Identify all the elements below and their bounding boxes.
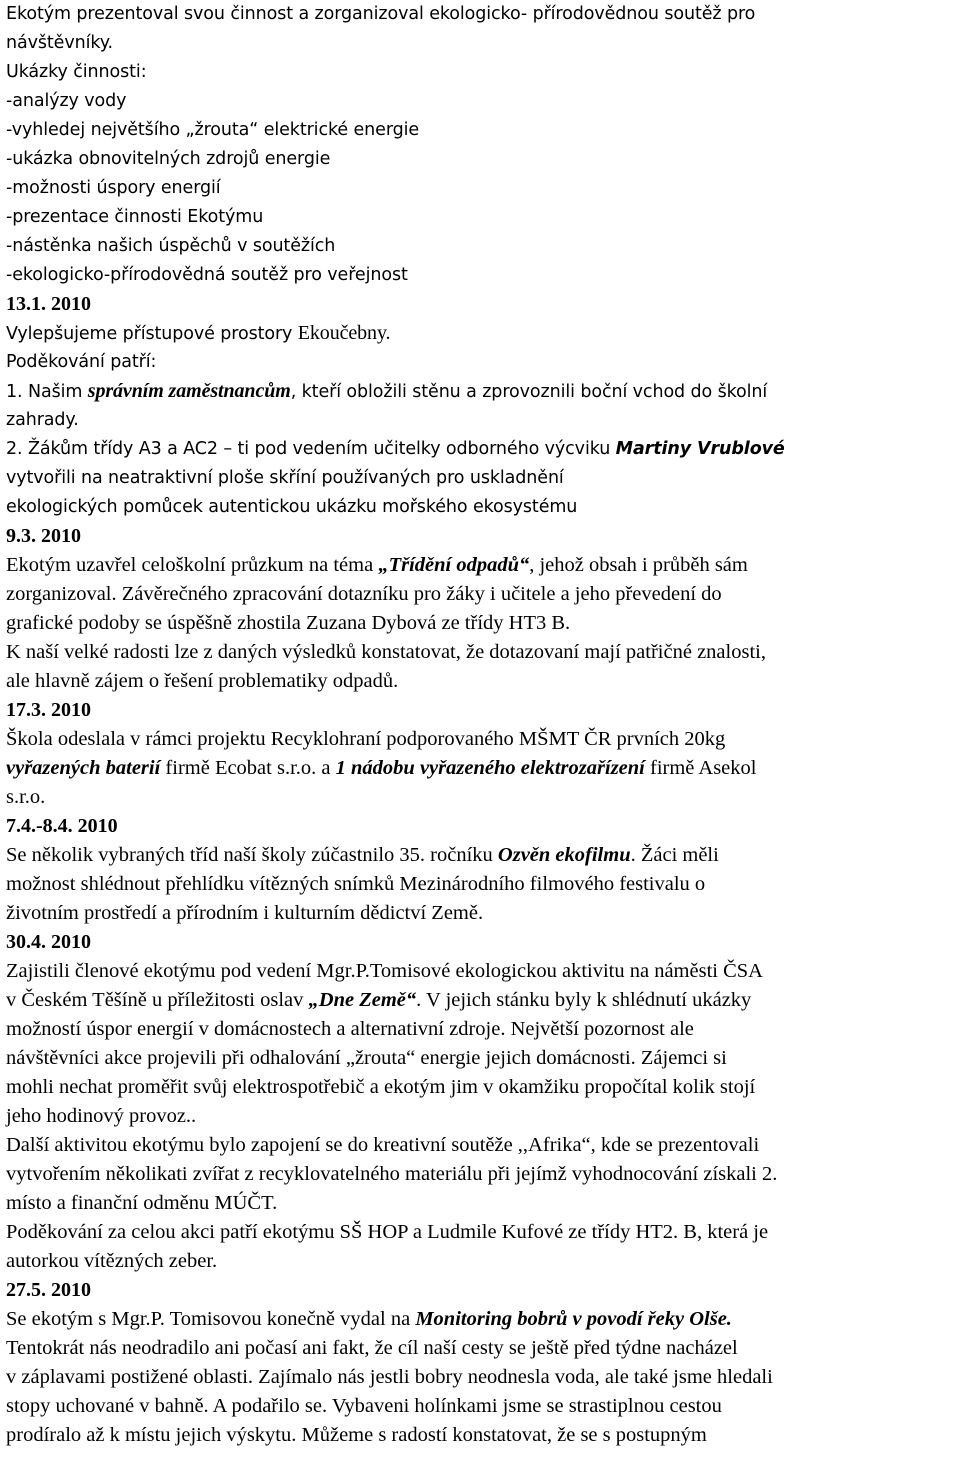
text-line	[6, 870, 954, 899]
text-run: – ti pod vedením učitelky odborného výcviku	[217, 439, 616, 459]
text-line	[6, 87, 954, 116]
text-run: A3 a AC2	[138, 439, 218, 459]
text-run: Škola odeslala v rámci projektu Recyklohraní podporovaného MŠMT ČR prvních	[6, 728, 685, 750]
text-run: Ekoučebny.	[297, 322, 391, 344]
date-heading	[6, 1276, 954, 1305]
text-line	[6, 174, 954, 203]
text-run: „Dne Země“	[308, 989, 417, 1011]
text-run: zahrady.	[6, 410, 79, 430]
text-run: Další aktivitou ekotýmu bylo zapojení se do kreativní soutěže ,,Afrika“, kde se prezentovali	[6, 1134, 760, 1156]
text-line	[6, 319, 954, 348]
text-run: návštěvníci akce projevili při odhalování „žrouta“ energie jejich domácnosti. Zájemci si	[6, 1047, 727, 1069]
text-line	[6, 145, 954, 174]
text-run: firmě Ecobat s.r.o.	[160, 757, 322, 779]
text-line	[6, 1015, 954, 1044]
text-run: vyřazených baterií	[6, 757, 161, 779]
text-run: správním zaměstnancům	[87, 380, 291, 402]
text-line	[6, 667, 954, 696]
text-run: v záplavami postižené oblasti. Zajímalo nás jestli bobry neodnesla voda, ale také jsme hledali	[6, 1366, 773, 1388]
text-run: jeho hodinový provoz..	[6, 1105, 197, 1127]
text-run: 30.4. 2010	[6, 931, 91, 953]
text-run: Ukázky činnosti:	[6, 62, 147, 82]
text-run: vytvořením několikati zvířat z recyklovatelného materiálu při jejímž vyhodnocování získali 2.	[6, 1163, 778, 1185]
text-line	[6, 754, 954, 783]
text-line	[6, 493, 954, 522]
text-line	[6, 203, 954, 232]
text-run: -ekologicko-přírodovědná soutěž pro veřejnost	[6, 265, 408, 285]
text-line	[6, 232, 954, 261]
text-line	[6, 406, 954, 435]
text-run: grafické podoby se úspěšně zhostila Zuzana Dybová ze třídy HT3 B.	[6, 612, 571, 634]
text-run: K naší velké radosti lze z daných výsledků konstatovat, že dotazovaní mají patřičné znalosti,	[6, 641, 766, 663]
text-run: . V jejich stánku byly k shlédnutí ukázky	[416, 989, 752, 1011]
text-line	[6, 841, 954, 870]
text-run: , kteří obložili stěnu a zprovoznili boční vchod do školní	[290, 382, 768, 402]
text-line	[6, 1160, 954, 1189]
text-line	[6, 1044, 954, 1073]
text-line	[6, 0, 954, 29]
text-line	[6, 638, 954, 667]
text-run: Se několik vybraných tříd naší školy zúčastnilo 35. ročníku	[6, 844, 498, 866]
text-run: zorganizoval. Závěrečného zpracování dotazníku pro žáky i učitele a jeho převedení do	[6, 583, 722, 605]
text-run: Tentokrát nás neodradilo ani počasí ani fakt, že cíl naší cesty se ještě před týdne nacházel	[6, 1337, 738, 1359]
text-run: možnost shlédnout přehlídku vítězných snímků Mezinárodního filmového festivalu o	[6, 873, 706, 895]
text-run: prodíralo až k místu jejich výskytu. Můžeme s radostí konstatovat, že se s postupným	[6, 1424, 707, 1446]
text-line	[6, 1073, 954, 1102]
text-line	[6, 783, 954, 812]
text-run: návštěvníky.	[6, 33, 113, 53]
text-line	[6, 986, 954, 1015]
text-run: Ozvěn ekofilmu	[497, 844, 631, 866]
text-line	[6, 1247, 954, 1276]
text-run: 2. Žákům třídy	[6, 439, 139, 459]
text-run: -ukázka obnovitelných zdrojů energie	[6, 149, 331, 169]
text-run: Vylepšujeme přístupové prostory	[6, 324, 298, 344]
text-line	[6, 725, 954, 754]
text-run: „Třídění odpadů“	[378, 554, 530, 576]
text-run: v Českém Těšíně u příležitosti oslav	[6, 989, 309, 1011]
date-heading	[6, 812, 954, 841]
text-line	[6, 377, 954, 406]
text-line	[6, 1102, 954, 1131]
text-run: 7.4.-8.4. 2010	[6, 815, 118, 837]
text-run: -možnosti úspory energií	[6, 178, 221, 198]
text-run: 9.3. 2010	[6, 525, 81, 547]
text-run: mohli nechat proměřit svůj elektrospotřebič a ekotým jim v okamžiku propočítal kolik stojí	[6, 1076, 756, 1098]
text-line	[6, 261, 954, 290]
text-run: Poděkování za celou akci patří ekotýmu SŠ HOP a Ludmile Kufové ze třídy HT2. B, která je	[6, 1221, 769, 1243]
document-page	[6, 0, 954, 1450]
text-run: 27.5. 2010	[6, 1279, 91, 1301]
text-run: , jehož obsah i průběh sám	[529, 554, 748, 576]
text-run: Ekotým uzavřel celoškolní průzkum na téma	[6, 554, 379, 576]
text-line	[6, 1218, 954, 1247]
text-run: 1. Našim	[6, 382, 88, 402]
text-line	[6, 1392, 954, 1421]
text-line	[6, 1363, 954, 1392]
text-run: ale hlavně zájem o řešení problematiky odpadů.	[6, 670, 399, 692]
text-run: firmě Asekol	[644, 757, 757, 779]
text-run: životním prostředí a přírodním i kulturním dědictví Země.	[6, 902, 484, 924]
text-line	[6, 116, 954, 145]
date-heading	[6, 290, 954, 319]
text-run: s.r.o.	[6, 786, 46, 808]
text-run: Se ekotým s Mgr.P. Tomisovou konečně vydal na	[6, 1308, 416, 1330]
text-line	[6, 1189, 954, 1218]
text-run: . Žáci měli	[630, 844, 719, 866]
text-run: 1 nádobu vyřazeného elektrozařízení	[335, 757, 645, 779]
text-line	[6, 580, 954, 609]
text-run: možností úspor energií v domácnostech a alternativní zdroje. Největší pozornost ale	[6, 1018, 694, 1040]
text-line	[6, 1421, 954, 1450]
text-line	[6, 551, 954, 580]
text-run: -nástěnka našich úspěchů v soutěžích	[6, 236, 336, 256]
text-run: 13.1. 2010	[6, 293, 91, 315]
text-run: autorkou vítězných zeber.	[6, 1250, 218, 1272]
text-run: 17.3. 2010	[6, 699, 91, 721]
text-run: Zajistili členové ekotýmu pod vedení Mgr.P.Tomisové ekologickou aktivitu na náměsti ČSA	[6, 960, 763, 982]
text-run: a	[321, 757, 336, 779]
text-line	[6, 348, 954, 377]
text-run: vytvořili na neatraktivní ploše skříní používaných pro uskladnění	[6, 468, 564, 488]
date-heading	[6, 522, 954, 551]
text-run: -vyhledej největšího „žrouta“ elektrické energie	[6, 120, 420, 140]
text-line	[6, 1131, 954, 1160]
text-run: Ekotým prezentoval svou činnost a zorganizoval ekologicko- přírodovědnou soutěž pro	[6, 4, 756, 24]
text-run: -prezentace činnosti Ekotýmu	[6, 207, 264, 227]
text-line	[6, 899, 954, 928]
text-line	[6, 435, 954, 464]
text-line	[6, 29, 954, 58]
text-run: Poděkování patří:	[6, 352, 157, 372]
text-line	[6, 1305, 954, 1334]
text-run: Monitoring bobrů v povodí řeky Olše.	[415, 1308, 732, 1330]
text-run: -analýzy vody	[6, 91, 127, 111]
text-line	[6, 58, 954, 87]
text-run: místo a finanční odměnu MÚČT.	[6, 1192, 278, 1214]
text-line	[6, 1334, 954, 1363]
date-heading	[6, 696, 954, 725]
text-line	[6, 609, 954, 638]
text-run: stopy uchované v bahně. A podařilo se. Vybaveni holínkami jsme se strastiplnou cestou	[6, 1395, 722, 1417]
text-line	[6, 957, 954, 986]
text-run: ekologických pomůcek autentickou ukázku mořského ekosystému	[6, 497, 578, 517]
text-run: 20kg	[684, 728, 726, 750]
text-line	[6, 464, 954, 493]
date-heading	[6, 928, 954, 957]
text-run: Martiny Vrublové	[615, 439, 785, 459]
